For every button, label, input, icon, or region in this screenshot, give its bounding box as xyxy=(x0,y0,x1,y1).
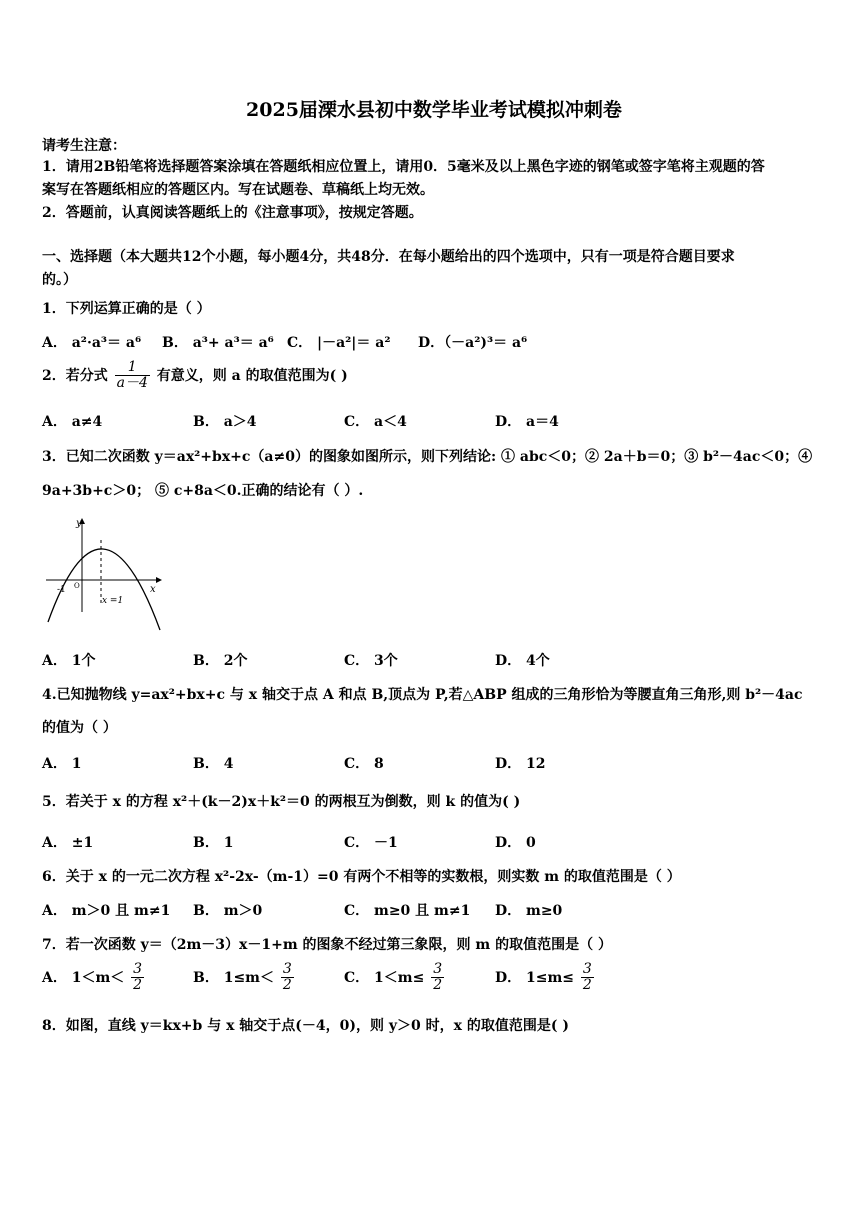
q7-option-a-fraction xyxy=(131,962,144,994)
q7-a-denominator: 2 xyxy=(133,977,143,994)
q7-option-d-fraction xyxy=(581,962,594,994)
section-header-line-2: 的。） xyxy=(42,272,77,288)
q3-origin-label: O xyxy=(74,582,80,590)
q4-stem-line-2: 的值为（ ） xyxy=(42,720,117,736)
section-header-line-1: 一、选择题（本大题共12个小题，每小题4分，共48分．在每小题给出的四个选项中，只有一项是符合题目要求 xyxy=(42,249,735,265)
q2-fraction xyxy=(115,360,150,392)
q7-option-b xyxy=(193,962,296,994)
q1-option-a: A． a²·a³＝ a⁶ xyxy=(42,335,142,351)
q8-stem: 8．如图，直线 y＝kx+b 与 x 轴交于点(－4，0)，则 y＞0 时，x 的取值范围是( ) xyxy=(42,1018,569,1034)
q3-option-d: D． 4个 xyxy=(495,653,550,669)
q6-option-d: D． m≥0 xyxy=(495,903,563,919)
q7-option-a xyxy=(42,962,146,994)
q2-option-d: D． a＝4 xyxy=(495,414,559,430)
q4-stem-line-1: 4.已知抛物线 y=ax²+bx+c 与 x 轴交于点 A 和点 B,顶点为 P,若△ABP 组成的三角形恰为等腰直角三角形,则 b²－4ac xyxy=(42,687,803,703)
q7-c-denominator: 2 xyxy=(433,977,443,994)
q3-option-b: B． 2个 xyxy=(193,653,248,669)
q1-option-d: D．（－a²)³＝ a⁶ xyxy=(418,335,528,351)
q6-option-b: B． m＞0 xyxy=(193,903,263,919)
q7-c-numerator: 3 xyxy=(433,961,443,977)
q7-d-numerator: 3 xyxy=(582,961,592,977)
q3-option-a: A． 1个 xyxy=(42,653,96,669)
q2-option-a: A． a≠4 xyxy=(42,414,103,430)
q7-a-numerator: 3 xyxy=(133,961,143,977)
q2-fraction-denominator: a－4 xyxy=(116,375,148,392)
q5-option-d: D． 0 xyxy=(495,835,536,851)
q7-option-b-text: B． 1≤m＜ xyxy=(193,969,274,986)
q3-y-label: y xyxy=(76,518,82,529)
q4-option-d: D． 12 xyxy=(495,756,546,772)
notice-line-3: 2．答题前，认真阅读答题纸上的《注意事项》，按规定答题。 xyxy=(42,205,423,221)
q2-option-b: B． a＞4 xyxy=(193,414,257,430)
q1-option-c: C． |－a²|＝ a² xyxy=(287,335,391,351)
exam-title: 2025届溧水县初中数学毕业考试模拟冲刺卷 xyxy=(246,99,622,121)
q7-option-c-text: C． 1＜m≤ xyxy=(344,969,425,986)
notice-line-1: 1．请用2B铅笔将选择题答案涂填在答题纸相应位置上，请用0．5毫米及以上黑色字迹的钢笔或签字笔将主观题的答 xyxy=(42,159,765,175)
q1-option-b: B． a³+ a³＝ a⁶ xyxy=(162,335,274,351)
q6-option-c: C． m≥0 且 m≠1 xyxy=(344,903,471,919)
q3-option-c: C． 3个 xyxy=(344,653,398,669)
q1-stem: 1．下列运算正确的是（ ） xyxy=(42,301,211,317)
q6-stem: 6．关于 x 的一元二次方程 x²-2x-（m-1）=0 有两个不相等的实数根，则实数 m 的取值范围是（ ） xyxy=(42,869,681,885)
q7-option-d-text: D． 1≤m≤ xyxy=(495,969,575,986)
q2-fraction-numerator: 1 xyxy=(115,360,150,376)
q7-option-a-text: A． 1＜m＜ xyxy=(42,969,125,986)
q5-stem: 5．若关于 x 的方程 x²＋(k－2)x＋k²＝0 的两根互为倒数，则 k 的值为( ) xyxy=(42,794,521,810)
q3-stem-line-2: 9a+3b+c＞0； ⑤ c+8a＜0.正确的结论有（ ）. xyxy=(42,483,364,499)
q7-d-denominator: 2 xyxy=(582,977,592,994)
notice-heading: 请考生注意： xyxy=(42,138,126,154)
q3-x-arrow xyxy=(156,577,162,583)
q2-option-c: C． a＜4 xyxy=(344,414,407,430)
q7-stem: 7．若一次函数 y＝（2m－3）x－1+m 的图象不经过第三象限，则 m 的取值范围是（ ） xyxy=(42,937,612,953)
q5-option-b: B． 1 xyxy=(193,835,234,851)
q2-stem-before: 2．若分式 xyxy=(42,367,108,384)
q7-option-d xyxy=(495,962,596,994)
q3-axis-of-symmetry-label: x =1 xyxy=(102,596,124,606)
q5-option-c: C． －1 xyxy=(344,835,398,851)
q2-stem-after: 有意义，则 a 的取值范围为( ) xyxy=(156,367,348,384)
notice-line-2: 案写在答题纸相应的答题区内。写在试题卷、草稿纸上均无效。 xyxy=(42,182,434,198)
q7-b-denominator: 2 xyxy=(282,977,292,994)
q6-option-a: A． m＞0 且 m≠1 xyxy=(42,903,171,919)
q3-neg-one-label: -1 xyxy=(57,585,66,595)
q7-option-c xyxy=(344,962,446,994)
q4-option-c: C． 8 xyxy=(344,756,384,772)
q5-option-a: A． ±1 xyxy=(42,835,94,851)
q7-option-c-fraction xyxy=(431,962,444,994)
q7-b-numerator: 3 xyxy=(282,961,292,977)
q3-parabola-graph xyxy=(42,512,172,637)
q3-x-label: x xyxy=(150,584,156,595)
q4-option-a: A． 1 xyxy=(42,756,82,772)
q7-option-b-fraction xyxy=(281,962,294,994)
q2-stem xyxy=(42,360,348,392)
q3-stem-line-1: 3．已知二次函数 y＝ax²+bx+c（a≠0）的图象如图所示，则下列结论: ① abc＜0；② 2a＋b＝0；③ b²－4ac＜0；④ xyxy=(42,449,813,465)
q4-option-b: B． 4 xyxy=(193,756,234,772)
